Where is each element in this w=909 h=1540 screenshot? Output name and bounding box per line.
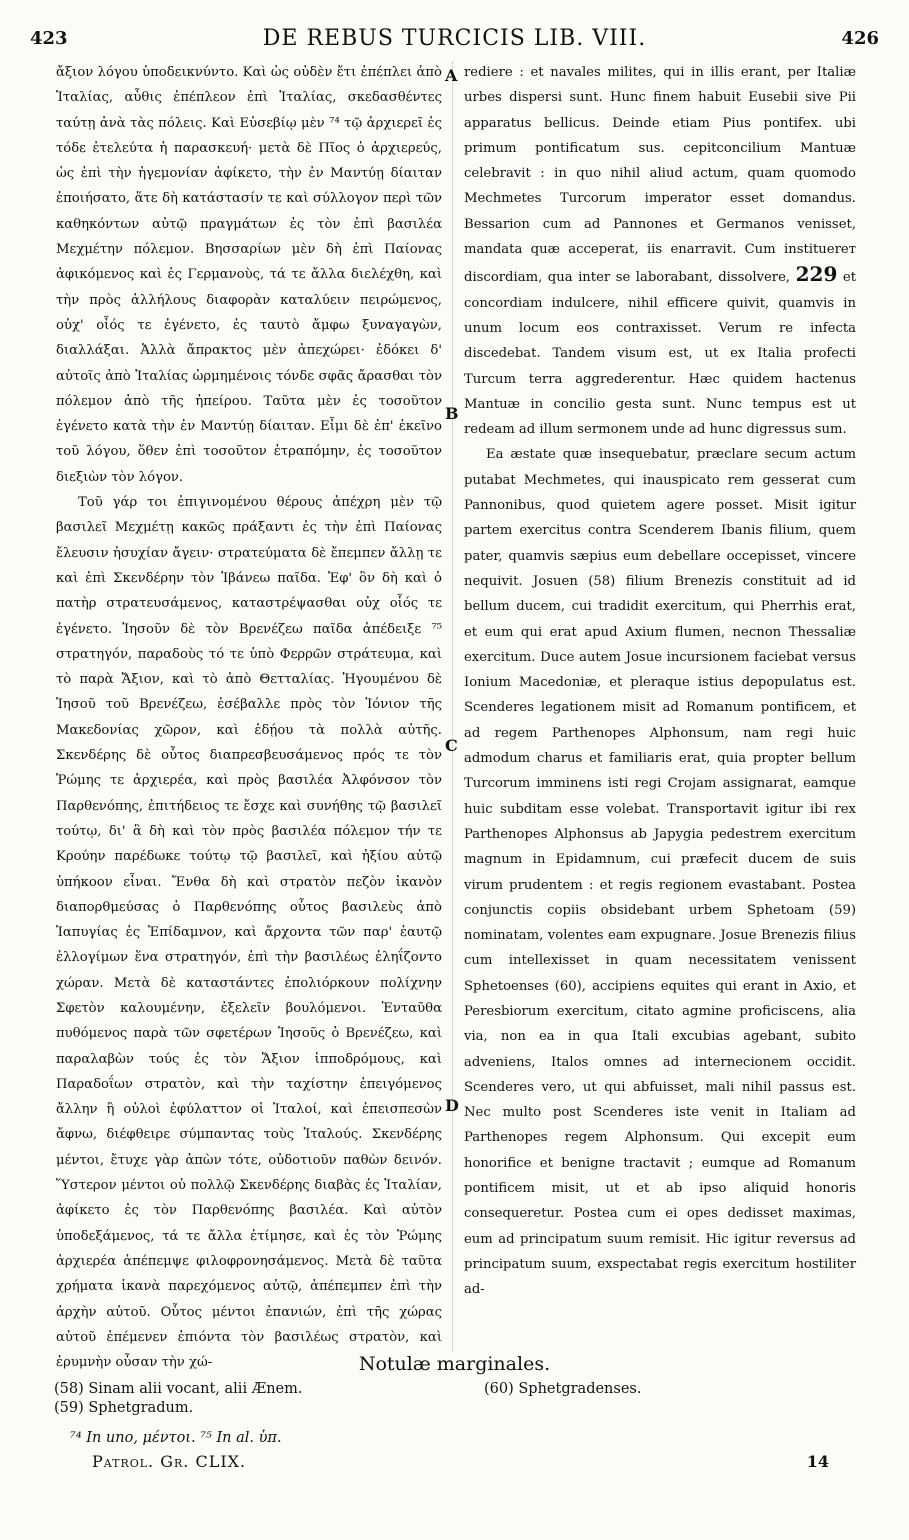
column-number: 229 [795, 262, 838, 287]
footer-sheet-number: 14 [806, 1452, 829, 1471]
page-number-right: 426 [841, 28, 879, 49]
note-58: (58) Sinam alii vocant, alii Ænem. [54, 1381, 303, 1397]
notes-title: Notulæ marginales. [358, 1353, 551, 1375]
margin-marker-d: D [445, 1096, 459, 1115]
latin-paragraph [464, 60, 856, 442]
footer-signature: Patrol. Gr. CLIX. [92, 1452, 247, 1471]
note-59: (59) Sphetgradum. [54, 1400, 194, 1416]
column-divider [452, 62, 453, 1352]
greek-paragraph: ἄξιον λόγου ὑποδεικνύντο. Καὶ ὡς οὐδὲν ἔτι ἐπέπλει ἀπὸ Ἰταλίας, αὖθις ἐπέπλεον ἐπὶ Ἰταλίας, σκεδασθέντες ταύτῃ ἀνὰ τὰς πόλεις. Καὶ Εὐσεβίῳ μὲν ⁷⁴ τῷ ἀρχιερεῖ ἐς τόδε ἐτελεύτα ἡ παρασκευή· μετὰ δὲ Πῖος ὁ ἀρχιερεύς, ὡς ἐπὶ τὴν ἡγεμονίαν ἀφίκετο, τὴν ἐν Μαντύῃ δίαιταν ἐποιήσατο, ἅτε δὴ κατάστασίν τε καὶ σύλλογον περὶ τῶν καθηκόντων αὐτῷ πραγμάτων ἐς τὸν ἐπὶ βασιλέα Μεχμέτην πόλεμον. Βησσαρίων μὲν δὴ ἐπὶ Παίονας ἀφικόμενος καὶ ἐς Γερμανοὺς, τά τε ἄλλα διελέχθη, καὶ τὴν πρὸς ἀλλήλους διαφορὰν καταλύειν πειρώμενος, οὐχ' οἷός τε ἐγένετο, ἐς ταυτὸ ἄμφω ξυναγαγὼν, διαλλάξαι. Ἀλλὰ ἄπρακτος μὲν ἀπεχώρει· ἐδόκει δ' αὐτοῖς ἀπὸ Ἰταλίας ὡρμημένοις τόνδε σφᾶς ἄρασθαι τὸν πόλεμον ἀπὸ τῆς ἠπείρου. Ταῦτα μὲν ἐς τοσοῦτον ἐγένετο κατὰ τὴν ἐν Μαντύῃ δίαιταν. Εἶμι δὲ ἐπ' ἐκεῖνο τοῦ λόγου, ὅθεν ἐπὶ τοσοῦτον ἐτραπόμην, ἐς τοσοῦτον διεξιὼν τὸν λόγον. [56, 65, 442, 485]
margin-marker-b: B [445, 404, 459, 423]
margin-marker-c: C [445, 736, 458, 755]
margin-marker-a: A [445, 66, 458, 85]
greek-paragraph: Τοῦ γάρ τοι ἐπιγινομένου θέρους ἀπέχρη μὲν τῷ βασιλεῖ Μεχμέτῃ κακῶς πράξαντι ἐς τὴν ἐπὶ Παίονας ἔλευσιν ἡσυχίαν ἄγειν· στρατεύματα δὲ ἔπεμπεν ἄλλῃ τε καὶ ἐπὶ Σκενδέρην τὸν Ἰβάνεω παῖδα. Ἐφ' ὃν δὴ καὶ ὁ πατὴρ στρατευσάμενος, καταστρέψασθαι οὐχ οἷός τε ἐγένετο. Ἰησοῦν δὲ τὸν Βρενέζεω παῖδα ἀπέδειξε ⁷⁵ στρατηγόν, παραδοὺς τό τε ὑπὸ Φερρῶν στράτευμα, καὶ τὸ παρὰ Ἄξιον, καὶ τὸ ἀπὸ Θετταλίας. Ἡγουμένου δὲ Ἰησοῦ τοῦ Βρενέζεω, ἐσέβαλλε πρὸς τὸν Ἰόνιον τῆς Μακεδονίας χῶρον, καὶ ἐδῄου τὰ πολλὰ αὐτῆς. Σκενδέρης δὲ οὗτος διαπρεσβευσάμενος πρός τε τὸν Ῥώμης τε ἀρχιερέα, καὶ πρὸς βασιλέα Ἀλφόνσον τὸν Παρθενόπης, ἐπιτήδειος τε ἔσχε καὶ συνήθης τῷ βασιλεῖ τούτῳ, δι' ἃ δὴ καὶ τὸν πρὸς βασιλέα πόλεμον τήν τε Κρούην παρέδωκε τούτῳ τῷ βασιλεῖ, καὶ ἠξίου αὐτῷ ὑπήκοον εἶναι. Ἔνθα δὴ καὶ στρατὸν πεζὸν ἱκανὸν διαπορθμεύσας ὁ Παρθενόπης οὗτος βασιλεὺς ἀπὸ Ἰαπυγίας ἐς Ἐπίδαμνον, καὶ ἄρχοντα τῶν παρ' ἑαυτῷ ἐλλογίμων ἕνα στρατηγόν, ἐπὶ τὴν βασιλέως ἐληΐζοντο χώραν. Μετὰ δὲ καταστάντες ἐπολιόρκουν πολίχνην Σφετὸν καλουμένην, ἐξελεῖν βουλόμενοι. Ἐνταῦθα πυθόμενος παρὰ τῶν σφετέρων Ἰησοῦς ὁ Βρενέζεω, καὶ παραλαβὼν τούς ἐς τὸν Ἄξιον ἱπποδρόμους, καὶ Παραδοΐων στρατὸν, καὶ τὴν ταχίστην ἐπειγόμενος ἄλλην ἢ οὐλοὶ ἐφύλαττον οἱ Ἰταλοί, καὶ ἐπεισπεσὼν ἄφνω, διέφθειρε σύμπαντας τοὺς Ἰταλούς. Σκενδέρης μέντοι, ἔτυχε γὰρ ἀπὼν τότε, οὐδοτιοῦν παθὼν δεινόν. Ὕστερον μέντοι οὐ πολλῷ Σκενδέρης διαβὰς ἐς Ἰταλίαν, ἀφίκετο ἐς τὸν Παρθενόπης βασιλέα. Καὶ αὐτὸν ὑποδεξάμενος, τά τε ἄλλα ἐτίμησε, καὶ ἐς τὸν Ῥώμης ἀρχιερέα ἀπέπεμψε φιλοφρονησάμενος. Μετὰ δὲ ταῦτα χρήματα ἱκανὰ παρεχόμενος αὐτῷ, ἀπέπεμπεν ἐπὶ τὴν ἀρχὴν αὐτοῦ. Οὗτος μέντοι ἐπανιών, ἐπὶ τῆς χώρας αὐτοῦ ἐπέμενεν ἐπιόντα τὸν βασιλέως στρατὸν, καὶ ἐρυμνὴν οὖσαν τὴν χώ- [56, 495, 442, 1371]
variant-notes: ⁷⁴ In uno, μέντοι. ⁷⁵ In al. ὑπ. [70, 1430, 282, 1446]
latin-text: et concordiam indulcere, nihil efficere quivit, quamvis in unum locum eos contraxisset. Verum re infecta discedebat. Tandem visum est, ut ex Italia profecti Turcum terra aggrederentur. Hæc quidem hactenus Mantuæ in concilio gesta sunt. Nunc tempus est ut redeam ad illum sermonem unde ad hunc digressus sum. [464, 270, 856, 438]
running-title: DE REBUS TURCICIS LIB. VIII. [262, 26, 647, 51]
page-header [30, 20, 879, 56]
page-number-left: 423 [30, 28, 68, 49]
latin-paragraph: Ea æstate quæ insequebatur, præclare secum actum putabat Mechmetes, qui inauspicato rem gesserat cum Pannonibus, quod quietem agere posset. Misit igitur partem exercitus contra Scenderem Ibanis filium, quem pater, quamvis sæpius eum debellare occepisset, vincere nequivit. Josuen (58) filium Brenezis constituit ad id bellum ducem, cui tradidit exercitum, qui Pherrhis erat, et eum qui erat apud Axium flumen, necnon Thessaliæ exercitum. Duce autem Josue incursionem faciebat versus Ionium Macedoniæ, et pleraque istius depopulatus est. Scenderes legationem misit ad Romanum pontificem, et ad regem Parthenopes Alphonsum, nam regi huic admodum charus et familiaris erat, quia propter bellum Turcorum imminens isti regi Crojam assignarat, eamque huic subditam esse volebat. Transportavit igitur ibi rex Parthenopes Alphonsus ab Japygia pedestrem exercitum magnum in Epidamnum, cui præfecit ducem de suis virum prudentem : et regis regionem evastabant. Postea conjunctis copiis obsidebant urbem Sphetoam (59) nominatam, volentes eam expugnare. Josue Brenezis filius cum intellexisset in quam necessitatem venissent Sphetoenses (60), accipiens equites qui erant in Axio, et Peresbiorum exercitum, citato agmine proficiscens, alia via, non ea in qua Itali excubias agebant, subito adveniens, Italos omnes ad internecionem occidit. Scenderes vero, ut qui abfuisset, mali nihil passus est. Nec multo post Scenderes iste venit in Italiam ad Parthenopes regem Alphonsum. Qui excepit eum honorifice et benigne tractavit ; eumque ad Romanum pontificem misit, ut et ab ipso aliquid honoris consequeretur. Postea cum ei opes dedisset maximas, eum ad principatum suum remisit. Hic igitur reversus ad principatum suum, exspectabat regis exercitum hostiliter ad- [464, 447, 856, 1298]
latin-column [464, 60, 856, 1342]
latin-text: rediere : et navales milites, qui in illis erant, per Italiæ urbes dispersi sunt. Hunc finem habuit Eusebii sive Pii apparatus bellicus. Deinde etiam Pius pontifex. ubi primum pontificatum sus. cepitconcilium Mantuæ celebravit : in quo nihil aliud actum, quam quomodo Mechmetes Turcorum imperator esset domandus. Bessarion cum ad Pannones et Germanos venisset, mandata quæ acceperat, iis enarravit. Cum instituerет discordiam, qua inter se laborabant, dissolvere, [464, 65, 856, 286]
note-60: (60) Sphetgradenses. [484, 1381, 642, 1397]
greek-column [56, 60, 442, 1371]
